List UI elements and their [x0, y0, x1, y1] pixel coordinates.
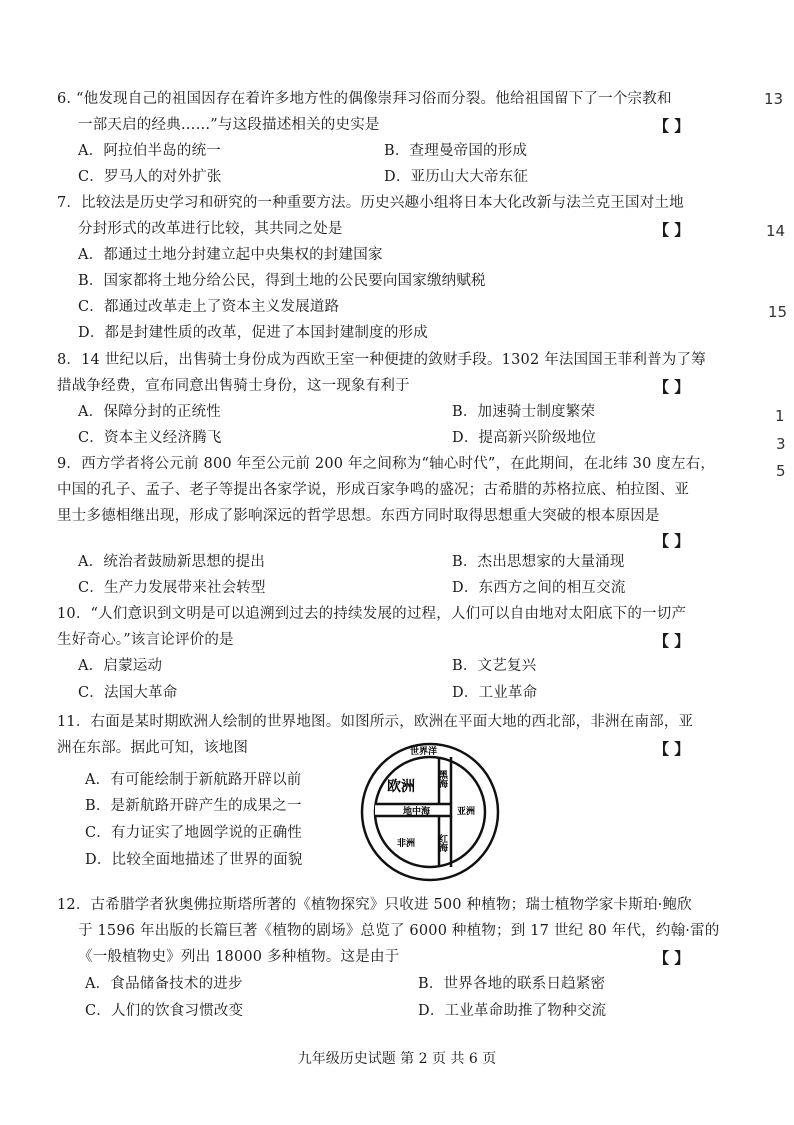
q10-option-a[interactable]: A．启蒙运动: [78, 658, 163, 674]
q11-stem-line-2: 洲在东部。据此可知，该地图: [57, 740, 249, 756]
q9-stem-line-1: 9．西方学者将公元前 800 年至公元前 200 年之间称为“轴心时代”，在此期间，在北纬 30 度左右，: [57, 456, 716, 472]
q8-answer-bracket[interactable]: 【 】: [654, 378, 690, 396]
q11-option-d[interactable]: D．比较全面地描述了世界的面貌: [85, 852, 303, 868]
q8-stem-line-2: 措战争经费，宣布同意出售骑士身份，这一现象有利于: [57, 378, 410, 394]
q6-answer-bracket[interactable]: 【 】: [654, 117, 690, 135]
q7-option-a[interactable]: A．都通过土地分封建立起中央集权的封建国家: [78, 247, 383, 263]
q9-answer-bracket[interactable]: 【 】: [654, 532, 690, 550]
q6-option-d[interactable]: D．亚历山大大帝东征: [384, 169, 529, 185]
q6-stem-line-2: 一部天启的经典……”与这段描述相关的史实是: [78, 117, 380, 133]
q6-option-b[interactable]: B．查理曼帝国的形成: [384, 143, 528, 159]
q11-option-a[interactable]: A．有可能绘制于新航路开辟以前: [85, 772, 302, 788]
black-sea-label: 黑海: [437, 770, 447, 788]
q7-answer-bracket[interactable]: 【 】: [654, 221, 690, 239]
q7-option-b[interactable]: B．国家都将土地分给公民，得到土地的公民要向国家缴纳赋税: [78, 273, 486, 289]
q10-option-d[interactable]: D．工业革命: [452, 685, 538, 701]
q11-answer-bracket[interactable]: 【 】: [654, 740, 690, 758]
q12-option-c[interactable]: C．人们的饮食习惯改变: [85, 1003, 244, 1019]
q12-option-a[interactable]: A．食品储备技术的进步: [85, 976, 243, 992]
q6-option-c[interactable]: C．罗马人的对外扩张: [78, 169, 222, 185]
q11-option-b[interactable]: B．是新航路开辟产生的成果之一: [85, 798, 302, 814]
q9-option-a[interactable]: A．统治者鼓励新思想的提出: [78, 554, 266, 570]
mediterranean-label: 地中海: [403, 807, 431, 817]
q9-stem-line-2: 中国的孔子、孟子、老子等提出各家学说，形成百家争鸣的盛况；古希腊的苏格拉底、柏拉图、亚: [57, 482, 690, 498]
page-footer: 九年级历史试题 第 2 页 共 6 页: [297, 1051, 497, 1067]
margin-number: 15: [768, 303, 788, 321]
q9-option-d[interactable]: D．东西方之间的相互交流: [452, 580, 626, 596]
world-ocean-label: 世界洋: [410, 747, 438, 757]
q10-answer-bracket[interactable]: 【 】: [654, 632, 690, 650]
margin-number: 3: [776, 435, 786, 453]
q11-option-c[interactable]: C．有力证实了地圆学说的正确性: [85, 825, 303, 841]
q11-stem-line-1: 11．右面是某时期欧洲人绘制的世界地图。如图所示，欧洲在平面大地的西北部，非洲在南部，亚: [57, 714, 694, 730]
q12-stem-line-1: 12．古希腊学者狄奥佛拉斯塔所著的《植物探究》只收进 500 种植物；瑞士植物学家卡斯珀·鲍欣: [57, 897, 692, 913]
t-o-world-map: [355, 742, 505, 882]
q10-stem-line-1: 10．“人们意识到文明是可以追溯到过去的持续发展的过程，人们可以自由地对太阳底下的一切产: [57, 606, 687, 622]
q9-option-c[interactable]: C．生产力发展带来社会转型: [78, 580, 266, 596]
asia-label: 亚洲: [457, 807, 476, 817]
q9-option-b[interactable]: B．杰出思想家的大量涌现: [452, 554, 625, 570]
q7-stem-line-2: 分封形式的改革进行比较，其共同之处是: [78, 221, 343, 237]
q9-stem-line-3: 里士多德相继出现，形成了影响深远的哲学思想。东西方同时取得思想重大突破的根本原因是: [57, 508, 660, 524]
margin-number: 13: [764, 90, 784, 108]
q6-option-a[interactable]: A．阿拉伯半岛的统一: [78, 143, 221, 159]
q7-option-c[interactable]: C．都通过改革走上了资本主义发展道路: [78, 299, 340, 315]
q8-option-b[interactable]: B．加速骑士制度繁荣: [452, 404, 596, 420]
red-sea-label: 红海: [437, 834, 447, 852]
europe-label: 欧洲: [387, 779, 415, 795]
q7-option-d[interactable]: D．都是封建性质的改革，促进了本国封建制度的形成: [78, 325, 428, 341]
africa-label: 非洲: [397, 839, 416, 849]
q8-stem-line-1: 8．14 世纪以后，出售骑士身份成为西欧王室一种便捷的敛财手段。1302 年法国国王菲利普为了筹: [57, 352, 706, 368]
margin-number: 14: [766, 222, 786, 240]
q8-option-d[interactable]: D．提高新兴阶级地位: [452, 430, 597, 446]
margin-number: 5: [776, 462, 786, 480]
q7-stem-line-1: 7．比较法是历史学习和研究的一种重要方法。历史兴趣小组将日本大化改新与法兰克王国对土地: [57, 195, 684, 211]
q8-option-a[interactable]: A．保障分封的正统性: [78, 404, 221, 420]
q12-stem-line-3: 《一般植物史》列出 18000 多种植物。这是由于: [78, 949, 400, 965]
margin-number: 1: [775, 407, 785, 425]
q12-option-b[interactable]: B．世界各地的联系日趋紧密: [418, 976, 606, 992]
q12-answer-bracket[interactable]: 【 】: [654, 949, 690, 967]
q10-option-b[interactable]: B．文艺复兴: [452, 658, 537, 674]
q8-option-c[interactable]: C．资本主义经济腾飞: [78, 430, 222, 446]
q10-option-c[interactable]: C．法国大革命: [78, 685, 178, 701]
q6-stem-line-1: 6. “他发现自己的祖国因存在着许多地方性的偶像崇拜习俗而分裂。他给祖国留下了一个宗教和: [57, 91, 672, 107]
q12-stem-line-2: 于 1596 年出版的长篇巨著《植物的剧场》总览了 6000 种植物；到 17 世纪 80 年代，约翰·雷的: [78, 923, 720, 939]
q10-stem-line-2: 生好奇心。”该言论评价的是: [57, 632, 234, 648]
q12-option-d[interactable]: D．工业革命助推了物种交流: [418, 1003, 607, 1019]
